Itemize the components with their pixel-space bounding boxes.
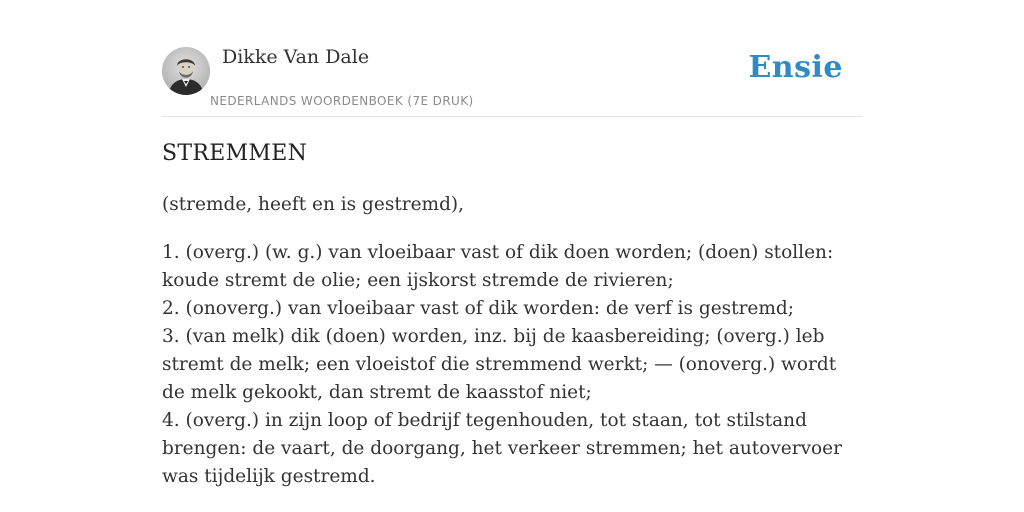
definition-sense-4: 4. (overg.) in zijn loop of bedrijf tegenhouden, tot staan, tot stilstand brengen: de vaart, de doorgang, het verkeer stremmen; het autovervoer was tijdelijk gestremd. bbox=[162, 410, 842, 487]
author-name[interactable]: Dikke Van Dale bbox=[222, 46, 370, 68]
entry-header bbox=[162, 0, 862, 117]
portrait-photo-icon bbox=[162, 47, 210, 95]
definition-sense-3: 3. (van melk) dik (doen) worden, inz. bij de kaasbereiding; (overg.) leb stremt de melk; een vloeistof die stremmend werkt; — (onoverg.) wordt de melk gekookt, dan stremt de kaasstof niet; bbox=[162, 326, 837, 403]
definition-sense-1: 1. (overg.) (w. g.) van vloeibaar vast of dik doen worden; (doen) stollen: koude stremt de olie; een ijskorst stremde de rivieren; bbox=[162, 242, 834, 291]
source-label: NEDERLANDS WOORDENBOEK (7E DRUK) bbox=[210, 94, 474, 108]
entry-definitions bbox=[162, 239, 862, 491]
entry-forms: (stremde, heeft en is gestremd), bbox=[162, 194, 465, 215]
entry-card bbox=[162, 0, 862, 512]
definition-sense-2: 2. (onoverg.) van vloeibaar vast of dik worden: de verf is gestremd; bbox=[162, 298, 794, 319]
entry-headword: STREMMEN bbox=[162, 141, 308, 166]
brand-logo[interactable]: Ensie bbox=[748, 50, 843, 85]
author-avatar[interactable] bbox=[162, 47, 210, 95]
